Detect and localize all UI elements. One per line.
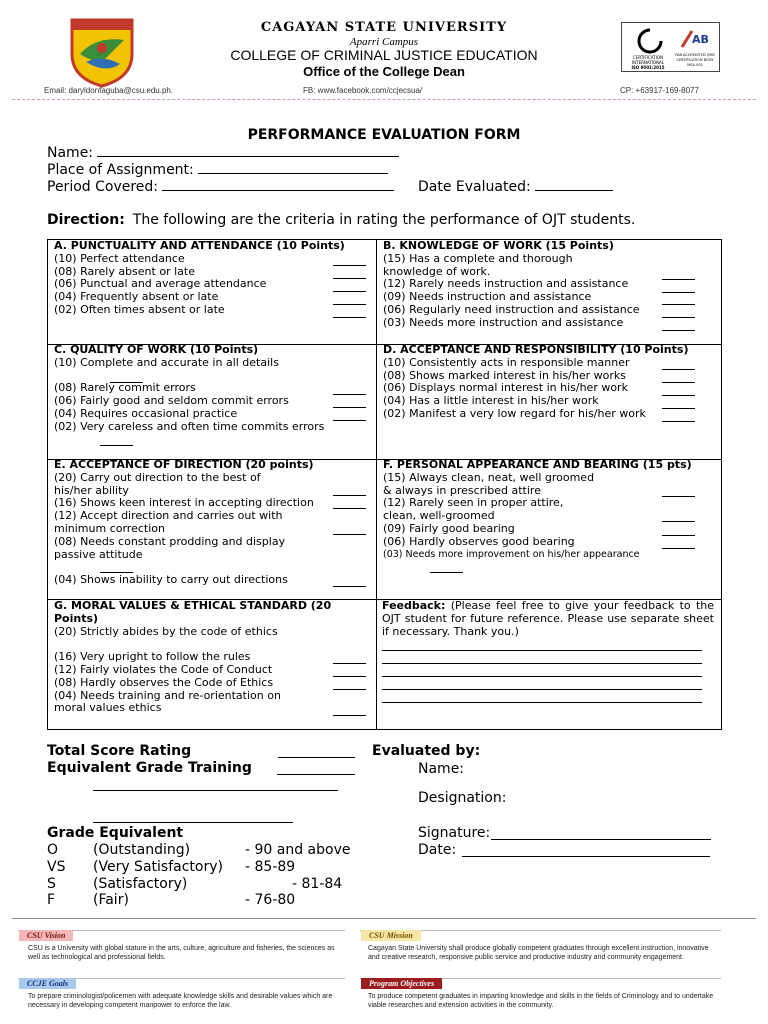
score-blank-e5[interactable]: [333, 586, 366, 587]
list-item: (03) Needs more instruction and assistance: [383, 315, 624, 329]
score-blank-b5[interactable]: [662, 330, 695, 331]
grade-equivalent-title: Grade Equivalent: [47, 825, 184, 841]
section-c: [54, 344, 324, 434]
list-item: (02) Very careless and often time commits errors: [54, 419, 325, 433]
score-blank-a1[interactable]: [333, 265, 366, 266]
score-blank-d2[interactable]: [662, 382, 695, 383]
list-item: (02) Often times absent or late: [54, 302, 225, 316]
mission-text: Cagayan State University shall produce globally competent graduates through excellent instruction, innovative and creative research, responsive public service and productive industry and community engagement.: [368, 945, 709, 961]
list-item: (15) Always clean, neat, well groomed: [383, 470, 595, 484]
list-item: (06) Hardly observes good bearing: [383, 534, 575, 548]
score-blank-a5[interactable]: [333, 317, 366, 318]
pab-label: PAB ACCREDITED QMS CERTIFICATION BODY MSA-001: [675, 53, 715, 67]
evaluated-by-label: Evaluated by:: [372, 743, 481, 759]
criteria-column-divider: [376, 239, 377, 730]
header-divider: [12, 99, 756, 100]
score-blank-e4[interactable]: [100, 572, 133, 573]
direction-text: The following are the criteria in rating the performance of OJT students.: [132, 212, 636, 228]
score-blank-c5[interactable]: [100, 445, 133, 446]
section-b-heading: B. KNOWLEDGE OF WORK (15 Points): [383, 239, 614, 252]
score-blank-g1[interactable]: [333, 663, 366, 664]
list-item: (04) Needs training and re-orientation on: [54, 688, 281, 702]
direction-label: Direction:: [47, 212, 125, 228]
section-g-heading-2: Points): [54, 611, 99, 625]
evaluator-signature-label: Signature:: [418, 825, 491, 841]
grade-desc: (Fair): [93, 892, 129, 908]
equivalent-grade-label: Equivalent Grade Training: [47, 760, 252, 776]
section-b: [383, 240, 640, 330]
score-blank-e1[interactable]: [333, 495, 366, 496]
section-e-heading: E. ACCEPTANCE OF DIRECTION (20 points): [54, 458, 314, 471]
score-blank-f3[interactable]: [662, 535, 695, 536]
section-f-heading: F. PERSONAL APPEARANCE AND BEARING (15 pts): [383, 458, 692, 471]
period-field[interactable]: [47, 178, 394, 195]
contact-email: Email: daryldonfaguba@csu.edu.ph.: [44, 86, 174, 95]
feedback-line-2[interactable]: [382, 663, 702, 664]
name-label: Name:: [47, 145, 94, 161]
feedback-line-1[interactable]: [382, 650, 702, 651]
contact-phone: CP: +63917-169-8077: [620, 86, 699, 95]
vision-tag: CSU Vision: [19, 930, 73, 941]
grade-range: - 81-84: [292, 876, 343, 892]
list-item: (08) Rarely absent or late: [54, 264, 195, 278]
list-item: passive attitude: [54, 547, 143, 561]
list-item: (09) Needs instruction and assistance: [383, 290, 592, 304]
score-blank-b1[interactable]: [662, 279, 695, 280]
list-item: (16) Shows keen interest in accepting direction: [54, 496, 314, 510]
section-a-heading: A. PUNCTUALITY AND ATTENDANCE (10 Points): [54, 239, 345, 252]
list-item: (10) Perfect attendance: [54, 251, 185, 265]
feedback-text: (Please feel free to give your feedback to the OJT student for future reference. Please use separate sheet if necessary. Thank you.): [382, 599, 714, 638]
total-score-label: Total Score Rating: [47, 743, 192, 759]
score-blank-g4[interactable]: [333, 715, 366, 716]
score-blank-a3[interactable]: [333, 291, 366, 292]
objectives-text: To produce competent graduates in imparting knowledge and skills in the fields of Criminology and to undertake viable researches and extension activities in the community.: [368, 993, 714, 1009]
score-blank-f5[interactable]: [430, 572, 463, 573]
list-item: (04) Requires occasional practice: [54, 406, 238, 420]
evaluation-date-blank[interactable]: [462, 844, 710, 857]
signature-blank[interactable]: [491, 827, 711, 840]
university-name: CAGAYAN STATE UNIVERSITY: [260, 20, 508, 35]
list-item: (06) Regularly need instruction and assistance: [383, 302, 640, 316]
evaluator-name-label: Name:: [418, 761, 465, 777]
list-item: (08) Hardly observes the Code of Ethics: [54, 675, 274, 689]
mission-tag: CSU Mission: [361, 930, 421, 941]
list-item: (04) Frequently absent or late: [54, 290, 219, 304]
list-item: moral values ethics: [54, 701, 162, 715]
feedback-line-3[interactable]: [382, 676, 702, 677]
name-blank[interactable]: [97, 144, 399, 157]
list-item: (08) Rarely commit errors: [54, 381, 196, 395]
grade-line-1[interactable]: [93, 778, 338, 791]
grade-line-2[interactable]: [93, 810, 293, 823]
list-item: (08) Needs constant prodding and display: [54, 534, 286, 548]
grade-code: S: [47, 876, 56, 892]
grade-desc: (Satisfactory): [93, 876, 188, 892]
score-blank-b3[interactable]: [662, 304, 695, 305]
form-title: PERFORMANCE EVALUATION FORM: [247, 127, 521, 143]
score-blank-c2[interactable]: [333, 394, 366, 395]
feedback-line-5[interactable]: [382, 702, 702, 703]
section-g-heading: G. MORAL VALUES & ETHICAL STANDARD (20: [54, 599, 332, 612]
list-item: (04) Shows inability to carry out directions: [54, 573, 288, 587]
vision-text: CSU is a University with global stature in the arts, culture, agriculture and fisheries, the sciences as well as technological and professional fields.: [28, 945, 335, 961]
place-blank[interactable]: [198, 161, 388, 174]
cert-iso: ISO 9001:2015: [631, 65, 665, 70]
section-c-heading: C. QUALITY OF WORK (10 Points): [54, 343, 259, 356]
list-item: (12) Rarely seen in proper attire,: [383, 496, 564, 510]
section-d: [383, 344, 688, 421]
section-d-heading: D. ACCEPTANCE AND RESPONSIBILITY (10 Points): [383, 343, 689, 356]
section-g: [54, 600, 331, 715]
list-item: (03) Needs more improvement on his/her appearance: [383, 548, 640, 560]
grade-desc: (Very Satisfactory): [93, 859, 223, 875]
feedback-line-4[interactable]: [382, 689, 702, 690]
pab-accreditation-icon: [678, 27, 714, 51]
score-blank-f4[interactable]: [662, 548, 695, 549]
score-blank-f1[interactable]: [662, 496, 695, 497]
score-blank-d3[interactable]: [662, 395, 695, 396]
list-item: (12) Accept direction and carries out with: [54, 509, 283, 523]
score-blank-c3[interactable]: [333, 407, 366, 408]
name-field[interactable]: [47, 144, 399, 161]
list-item: (06) Fairly good and seldom commit errors: [54, 394, 289, 408]
evaluator-date-label: Date:: [418, 842, 457, 858]
grade-code: O: [47, 842, 59, 858]
list-item: (10) Complete and accurate in all details: [54, 355, 279, 369]
certification-logos: [621, 22, 720, 72]
contact-facebook: FB: www.facebook.com/ccjecsua/: [303, 86, 423, 95]
objectives-tag: Program Objectives: [361, 978, 442, 989]
list-item: & always in prescribed attire: [383, 483, 541, 497]
score-blank-e2[interactable]: [333, 508, 366, 509]
grade-range: - 85-89: [245, 859, 296, 875]
list-item: (15) Has a complete and thorough: [383, 251, 573, 265]
list-item: (04) Has a little interest in his/her work: [383, 394, 599, 408]
goals-text: To prepare criminologist/policemen with adequate knowledge skills and desirable values which are necessary in developing competent manpower to enforce the law.: [28, 993, 333, 1009]
list-item: (20) Strictly abides by the code of ethics: [54, 624, 278, 638]
score-blank-a4[interactable]: [333, 304, 366, 305]
score-blank-d1[interactable]: [662, 369, 695, 370]
period-blank[interactable]: [162, 178, 394, 191]
date-evaluated-blank[interactable]: [535, 178, 613, 191]
period-label: Period Covered:: [47, 179, 159, 195]
direction: [47, 212, 635, 228]
svg-text:AB: AB: [692, 33, 709, 46]
list-item: (08) Shows marked interest in his/her works: [383, 368, 626, 382]
section-a: [54, 240, 345, 317]
score-blank-e3[interactable]: [333, 534, 366, 535]
total-score-blank[interactable]: [278, 745, 355, 758]
list-item: his/her ability: [54, 483, 129, 497]
equivalent-grade-blank[interactable]: [277, 762, 355, 775]
list-item: minimum correction: [54, 521, 165, 535]
place-label: Place of Assignment:: [47, 162, 194, 178]
score-blank-d4[interactable]: [662, 408, 695, 409]
list-item: clean, well-groomed: [383, 509, 495, 523]
score-blank-a2[interactable]: [333, 278, 366, 279]
list-item: (06) Punctual and average attendance: [54, 277, 267, 291]
score-blank-g2[interactable]: [333, 676, 366, 677]
list-item: (16) Very upright to follow the rules: [54, 650, 251, 664]
list-item: knowledge of work.: [383, 264, 491, 278]
feedback-label: Feedback:: [382, 599, 446, 612]
score-blank-b4[interactable]: [662, 317, 695, 318]
score-blank-c1[interactable]: [110, 382, 143, 383]
grade-code: VS: [47, 859, 66, 875]
section-f: [383, 459, 692, 561]
grade-code: F: [47, 892, 56, 908]
cert-label: CERTIFICATION INTERNATIONAL: [631, 55, 665, 65]
date-evaluated-label: Date Evaluated:: [418, 179, 531, 195]
grade-desc: (Outstanding): [93, 842, 191, 858]
score-blank-d5[interactable]: [662, 421, 695, 422]
footer-divider: [12, 918, 756, 919]
date-evaluated-field[interactable]: [418, 178, 613, 195]
list-item: (10) Consistently acts in responsible manner: [383, 355, 630, 369]
section-e: [54, 459, 314, 587]
grade-range: - 76-80: [245, 892, 296, 908]
college-name: COLLEGE OF CRIMINAL JUSTICE EDUCATION: [230, 47, 538, 63]
score-blank-f2[interactable]: [662, 521, 695, 522]
office-name: Office of the College Dean: [303, 64, 465, 79]
list-item: (20) Carry out direction to the best of: [54, 470, 261, 484]
iso-certification-icon: [630, 26, 670, 56]
feedback-instructions: [382, 599, 714, 638]
list-item: (06) Displays normal interest in his/her work: [383, 381, 628, 395]
score-blank-g3[interactable]: [333, 689, 366, 690]
evaluator-designation-label: Designation:: [418, 790, 507, 806]
list-item: (12) Fairly violates the Code of Conduct: [54, 662, 273, 676]
list-item: (02) Manifest a very low regard for his/her work: [383, 406, 646, 420]
score-blank-c4[interactable]: [333, 420, 366, 421]
campus-name: Aparri Campus: [349, 36, 419, 48]
list-item: (12) Rarely needs instruction and assistance: [383, 277, 629, 291]
place-field[interactable]: [47, 161, 388, 178]
grade-range: - 90 and above: [245, 842, 351, 858]
goals-tag: CCJE Goals: [19, 978, 76, 989]
score-blank-b2[interactable]: [662, 292, 695, 293]
list-item: (09) Fairly good bearing: [383, 521, 515, 535]
